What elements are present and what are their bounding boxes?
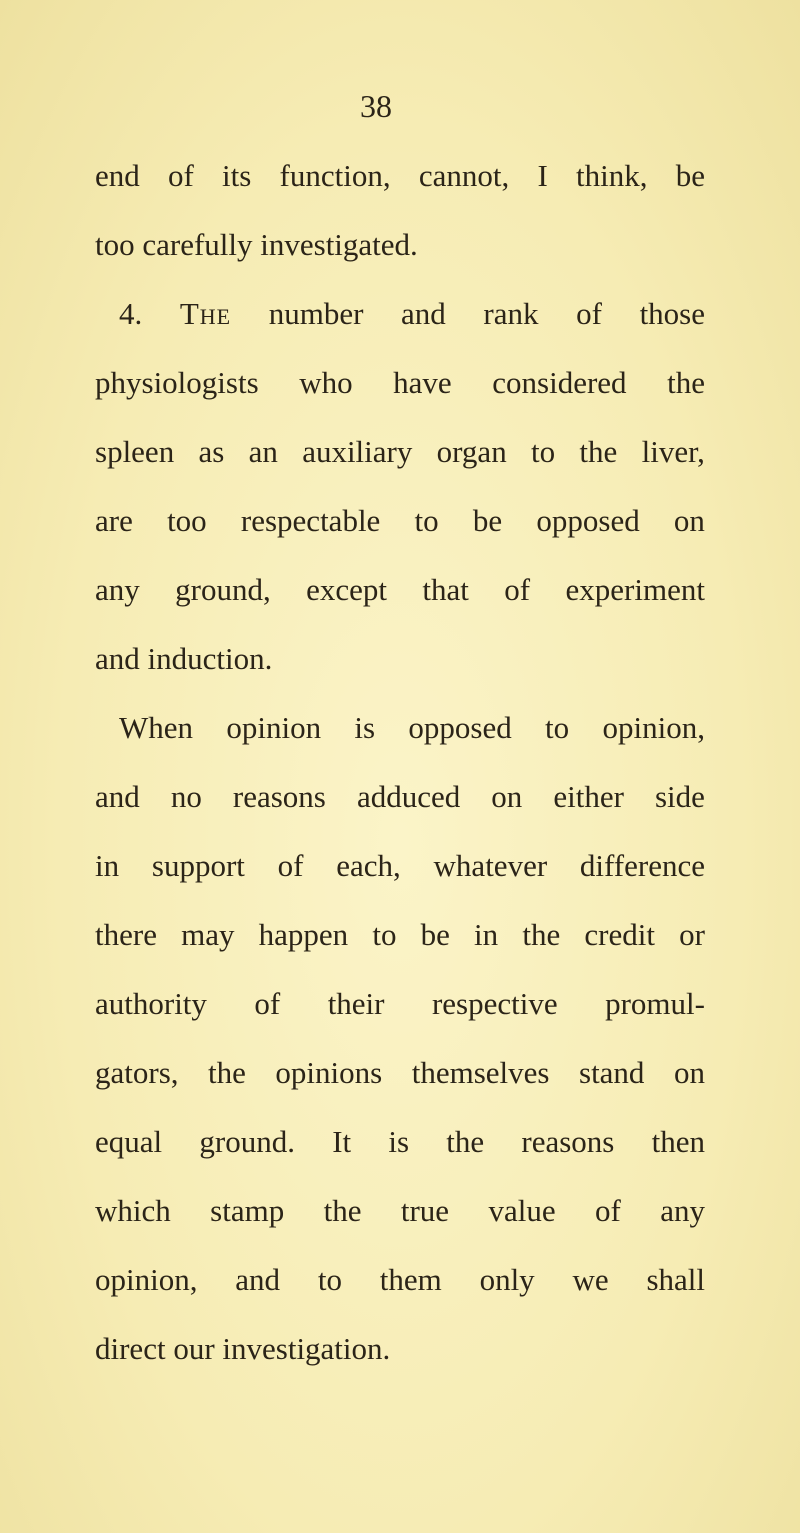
body-text — [95, 152, 705, 1394]
text-line: and induction. — [95, 641, 273, 676]
text-line: any ground, except that of experiment — [95, 572, 705, 607]
text-line: authority of their respective promul- — [95, 986, 705, 1021]
text-line: are too respectable to be opposed on — [95, 503, 705, 538]
text-line: 4. The number and rank of those — [119, 296, 705, 331]
text-line: there may happen to be in the credit or — [95, 917, 705, 952]
text-line: opinion, and to them only we shall — [95, 1262, 705, 1297]
text-line: which stamp the true value of any — [95, 1193, 705, 1228]
text-line: direct our investigation. — [95, 1331, 391, 1366]
text-line: and no reasons adduced on either side — [95, 779, 705, 814]
text-line: When opinion is opposed to opinion, — [119, 710, 705, 745]
text-line: physiologists who have considered the — [95, 365, 705, 400]
text-line: too carefully investigated. — [95, 227, 418, 262]
text-line: in support of each, whatever difference — [95, 848, 705, 883]
text-line: equal ground. It is the reasons then — [95, 1124, 705, 1159]
text-line: gators, the opinions themselves stand on — [95, 1055, 705, 1090]
text-line: spleen as an auxiliary organ to the liver, — [95, 434, 705, 469]
text-line: end of its function, cannot, I think, be — [95, 158, 705, 193]
page-number: 38 — [360, 88, 392, 124]
